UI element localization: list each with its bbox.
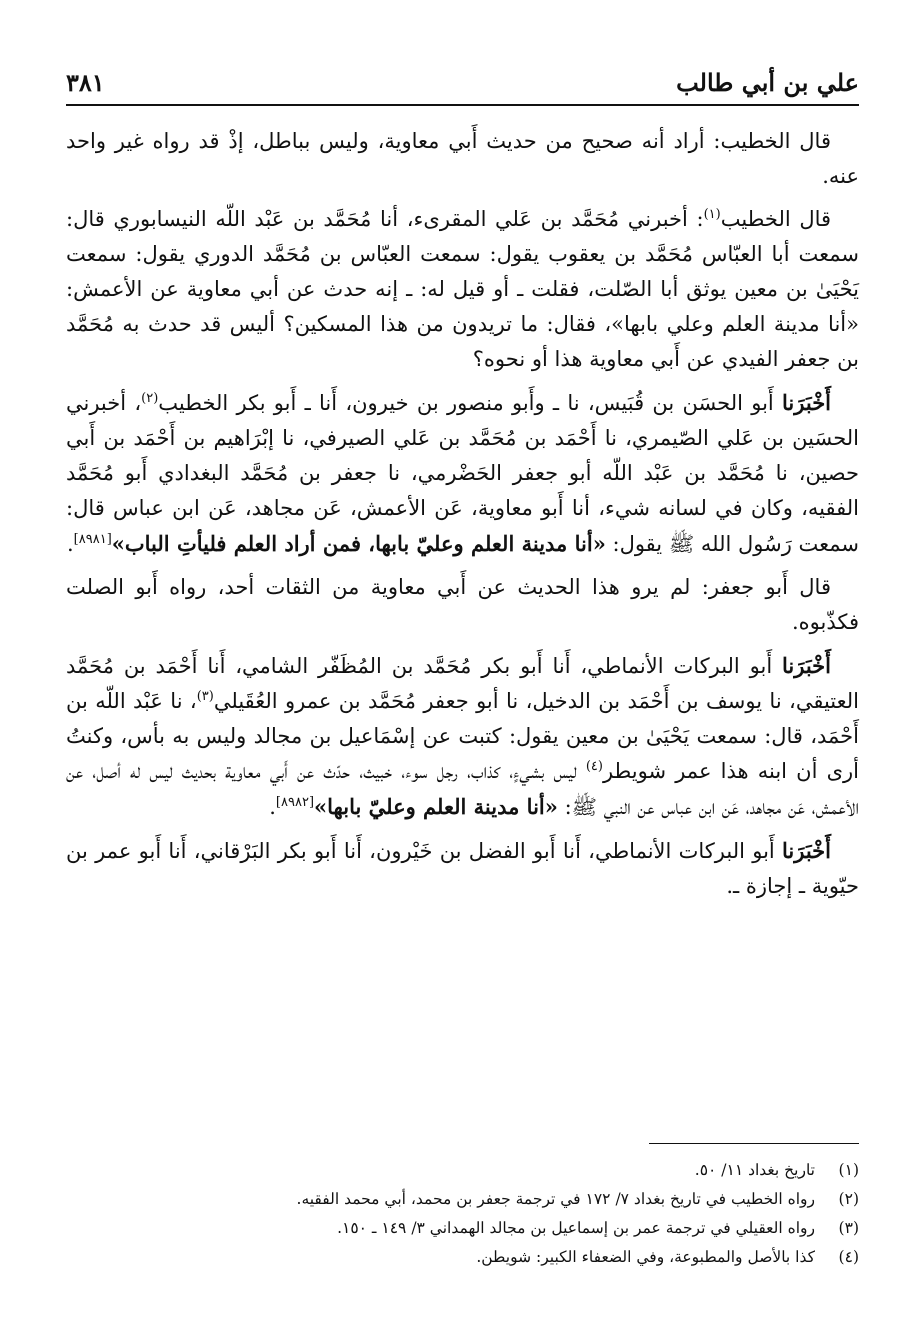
hadith-number: [٨٩٨٢] [275,795,315,810]
footnote-1 [66,1156,859,1185]
footnote-number: (٢) [838,1190,859,1208]
akhbarana-keyword: أَخْبَرَنا [782,390,832,415]
page-number: ٣٨١ [66,68,105,97]
paragraph-2-text: : أخبرني مُحَمَّد بن عَلي المقرىء، أنا مُحَمَّد بن عَبْد اللّه النيسابوري قال: سمعت أبا العبّاس مُحَمَّد بن يعقوب يقول: سمعت العبّاس بن مُحَمَّد الدوري يقول: سمعت يَحْيَىٰ بن معين يوثق أبا الصّلت، فقلت ـ أو قيل له: ـ إنه حدث عن أبي معاوية عن الأعمش: «أنا مدينة العلم وعلي بابها»، فقال: ما تريدون من هذا المسكين؟ أليس قد حدث به مُحَمَّد بن جعفر الفيدي عن أَبي معاوية هذا أو نحوه؟ [66,207,859,371]
footnote-ref-2[interactable]: (٢) [141,391,159,406]
paragraph-3-end: . [66,532,74,556]
akhbarana-keyword: أَخْبَرَنا [782,653,831,678]
paragraph-4 [66,570,859,640]
hadith-text: «أنا مدينة العلم وعليّ بابها» [314,794,558,819]
paragraph-5-end: . [269,795,276,819]
footnote-text: رواه الخطيب في تاريخ بغداد ٧/ ١٧٢ في ترجمة جعفر بن محمد، أبي محمد الفقيه. [296,1190,815,1208]
hadith-number: [٨٩٨١] [73,532,112,547]
paragraph-3 [66,385,859,562]
paragraph-5-start: أَبو البركات الأنماطي، أَنا أَبو بكر مُحَمَّد بن المُظَفّر الشامي، أَنا أَحْمَد بن مُحَمَّد العتيقي، نا يوسف بن أَحْمَد بن الدخيل، نا أبو جعفر مُحَمَّد بن عمرو العُقَيلي [66,654,859,713]
footnote-2 [66,1185,859,1214]
paragraph-3-start: أَبو الحسَن بن قُبَيس، نا ـ وأَبو منصور بن خيرون، أَنا ـ أَبو بكر الخطيب [158,391,783,415]
body-text [66,124,859,912]
footnote-number: (٤) [838,1248,859,1266]
page-header [66,60,859,106]
paragraph-5 [66,648,859,825]
footnote-text: تاريخ بغداد ١١/ ٥٠. [694,1161,815,1179]
paragraph-6-text: أَبو البركات الأنماطي، أَنا أَبو الفضل بن خَيْرون، أَنا أَبو بكر البَرْقاني، أَنا أَبو عمر بن حيّوية ـ إجازة ـ. [66,839,859,898]
paragraph-1-text: قال الخطيب: أراد أنه صحيح من حديث أَبي معاوية، وليس بباطل، إذْ قد رواه غير واحد عنه. [66,129,859,188]
paragraph-6 [66,833,859,904]
footnote-3 [66,1214,859,1243]
footnote-ref-3[interactable]: (٣) [196,689,214,704]
footnote-number: (١) [838,1161,859,1179]
footnote-ref-1[interactable]: (١) [703,207,721,222]
footnote-divider [649,1143,859,1144]
paragraph-4-text: قال أَبو جعفر: لم يرو هذا الحديث عن أَبي معاوية من الثقات أحد، رواه أَبو الصلت فكذّبوه. [66,575,859,634]
footnote-ref-4[interactable]: (٤) [585,759,603,774]
footnote-text: رواه العقيلي في ترجمة عمر بن إسماعيل بن مجالد الهمداني ٣/ ١٤٩ ـ ١٥٠. [337,1219,815,1237]
footnote-number: (٣) [838,1219,859,1237]
paragraph-2-start: قال الخطيب [720,207,832,231]
akhbarana-keyword: أَخْبَرَنا [782,838,831,863]
paragraph-5-text: ليس بشيءٍ، كذاب، رجل سوء، خبيث، حدّث عن أَبي معاوية بحديث ليس له أصل، عن الأعمش، عَن مجاهد، عَن ابن عباس عن النبي ﷺ: [66,759,859,819]
paragraph-1 [66,124,859,194]
running-title: علي بن أبي طالب [676,68,859,97]
footnotes [66,1156,859,1272]
paragraph-3-text: ، أخبرني الحسَين بن عَلي الصّيمري، نا أَحْمَد بن مُحَمَّد بن عَلي الصيرفي، نا إبْرَاهيم بن أَحْمَد بن أَبي حصين، نا مُحَمَّد بن عَبْد اللّه أبو جعفر الحَضْرمي، نا جعفر بن مُحَمَّد البغدادي أَبو مُحَمَّد الفقيه، وكان في لسانه شيء، أنا أَبو معاوية، عَن الأعمش، عَن مجاهد، عَن ابن عباس قال: سمعت رَسُول الله ﷺ يقول: [66,391,859,556]
footnote-text: كذا بالأصل والمطبوعة، وفي الضعفاء الكبير: شويطن. [476,1248,815,1266]
paragraph-5-middle: ، نا عَبْد اللّه بن أَحْمَد، قال: سمعت يَحْيَىٰ بن معين يقول: كتبت عن إسْمَاعيل بن مجالد وليس به بأس، وكنتُ أرى أن ابنه هذا عمر شويطر [66,689,859,783]
hadith-text: «أنا مدينة العلم وعليّ بابها، فمن أراد العلم فليأتِ الباب» [111,531,606,556]
footnote-4 [66,1243,859,1272]
paragraph-2 [66,202,859,377]
